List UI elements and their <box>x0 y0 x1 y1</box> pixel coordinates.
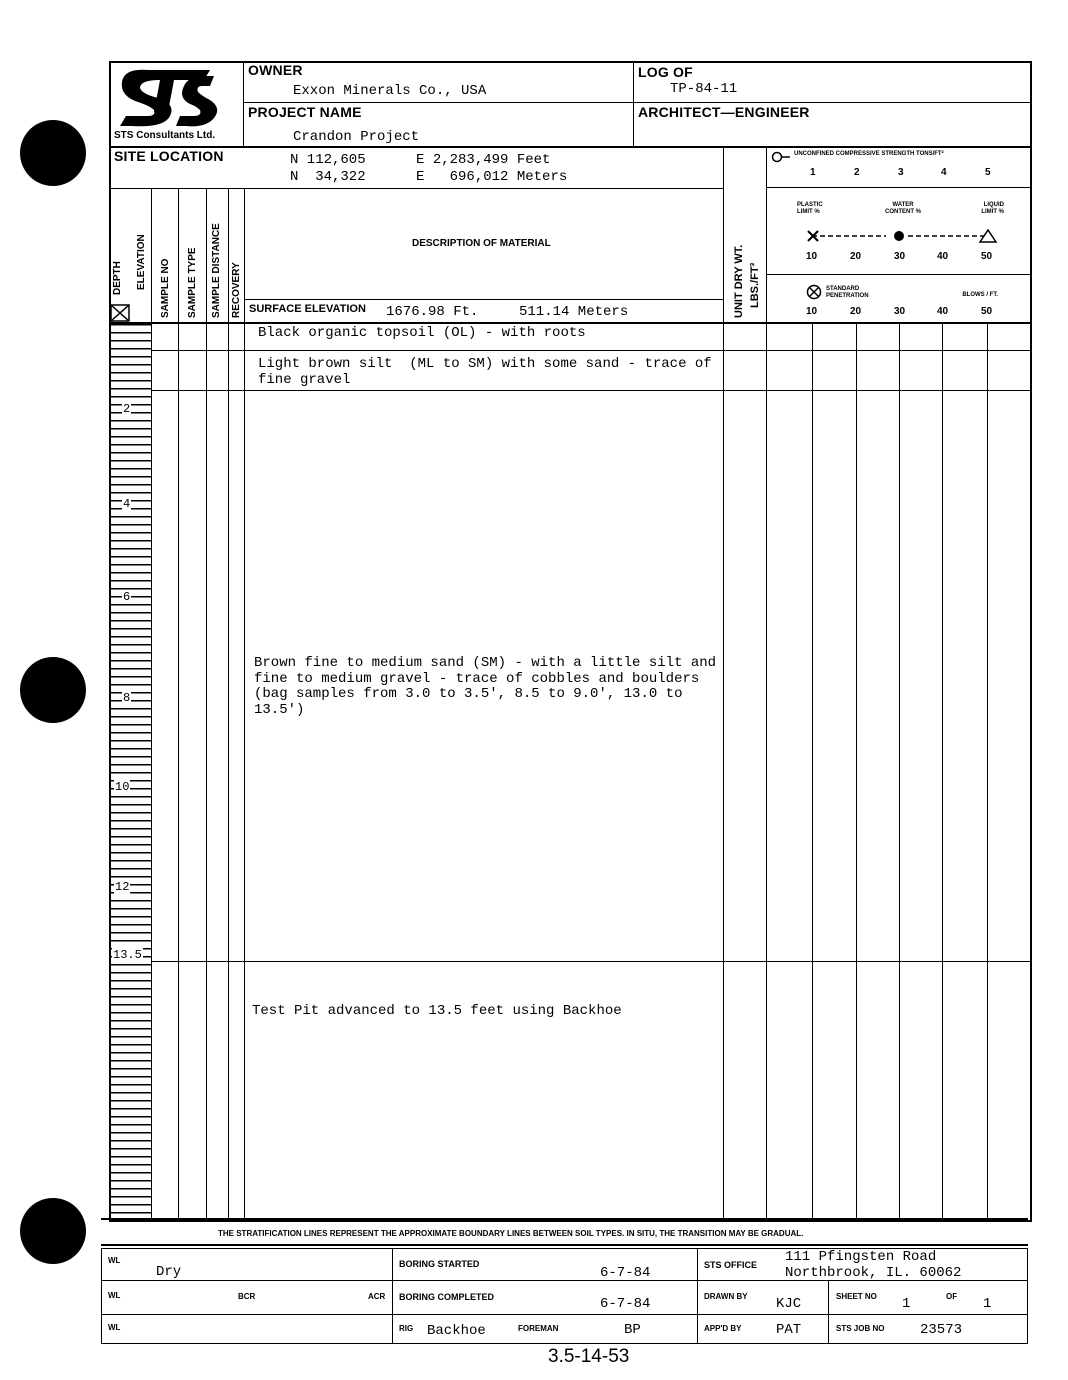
owner-label: OWNER <box>248 62 303 78</box>
liquid-limit-label: LIQUID LIMIT % <box>981 202 1004 215</box>
spt-tick: 50 <box>981 306 993 317</box>
spt-symbol <box>806 284 822 300</box>
ucs-tick: 4 <box>941 167 947 178</box>
drawn-by-value: KJC <box>776 1296 802 1312</box>
sample-type-column-header: SAMPLE TYPE <box>187 247 198 318</box>
layer-description: Brown fine to medium sand (SM) - with a little silt and fine to medium gravel - trace of cobbles and boulders (bag samples from 3.0 to 3.5', 8.5 to 9.0', 13.0 to 13.5') <box>254 655 717 718</box>
layer-description: Test Pit advanced to 13.5 feet using Backhoe <box>252 1003 622 1019</box>
foreman-label: FOREMAN <box>518 1324 559 1333</box>
sheet-no-label: SHEET NO <box>836 1292 877 1301</box>
ucs-tick: 1 <box>810 167 816 178</box>
ucs-symbol <box>771 150 791 162</box>
elevation-column-header: ELEVATION <box>136 234 147 290</box>
depth-mark: 2 <box>123 402 131 416</box>
surface-elevation-feet: 1676.98 Ft. <box>386 304 479 320</box>
wc-tick: 10 <box>806 251 818 262</box>
acr-label: ACR <box>368 1292 386 1301</box>
plastic-limit-label: PLASTIC LIMIT % <box>797 202 823 215</box>
ucs-tick: 3 <box>898 167 904 178</box>
wl-label: WL <box>108 1256 121 1265</box>
punch-hole-bottom <box>20 1198 86 1264</box>
atterberg-legend-line <box>806 228 998 246</box>
sts-job-no-value: 23573 <box>920 1322 963 1338</box>
of-value: 1 <box>983 1296 992 1312</box>
wc-tick: 20 <box>850 251 862 262</box>
wc-tick: 40 <box>937 251 949 262</box>
spt-tick: 20 <box>850 306 862 317</box>
bcr-label: BCR <box>238 1292 256 1301</box>
sts-office-label: STS OFFICE <box>704 1260 758 1270</box>
depth-mark: 13.5 <box>113 948 142 962</box>
depth-mark: 12 <box>115 880 130 894</box>
sheet-no-value: 1 <box>902 1296 911 1312</box>
stratification-note: THE STRATIFICATION LINES REPRESENT THE APPROXIMATE BOUNDARY LINES BETWEEN SOIL TYPES. IN SITU, THE TRANSITION MAY BE GRADUAL. <box>218 1229 804 1238</box>
blows-per-ft-label: BLOWS / FT. <box>962 292 998 298</box>
depth-mark: 10 <box>115 780 130 794</box>
site-coords-meters: N 34,322 E 696,012 Meters <box>290 169 568 185</box>
spt-tick: 30 <box>894 306 906 317</box>
owner-value: Exxon Minerals Co., USA <box>293 83 487 99</box>
wl-label: WL <box>108 1291 121 1300</box>
of-label: OF <box>946 1292 958 1301</box>
boring-started-label: BORING STARTED <box>399 1259 480 1269</box>
spt-label: STANDARD PENETRATION <box>826 286 869 299</box>
rig-value: Backhoe <box>427 1323 486 1339</box>
depth-column-header: DEPTH <box>112 261 123 295</box>
architect-engineer-label: ARCHITECT—ENGINEER <box>638 104 810 120</box>
sts-office-address-2: Northbrook, IL. 60062 <box>785 1265 962 1281</box>
surface-elevation-meters: 511.14 Meters <box>519 304 629 320</box>
description-header: DESCRIPTION OF MATERIAL <box>412 238 551 249</box>
foreman-value: BP <box>624 1322 641 1338</box>
wc-tick: 30 <box>894 251 906 262</box>
sts-logo <box>114 64 240 134</box>
surface-elevation-label: SURFACE ELEVATION <box>249 303 366 315</box>
boring-completed-label: BORING COMPLETED <box>399 1292 495 1302</box>
wl-value: Dry <box>156 1264 182 1280</box>
sample-no-column-header: SAMPLE NO <box>160 258 171 318</box>
sts-office-address-1: 111 Pfingsten Road <box>785 1249 937 1265</box>
depth-scale <box>111 324 151 1218</box>
layer-description: Light brown silt (ML to SM) with some sand - trace of fine gravel <box>258 356 712 388</box>
ucs-tick: 5 <box>985 167 991 178</box>
site-coords-feet: N 112,605 E 2,283,499 Feet <box>290 152 551 168</box>
project-name-value: Crandon Project <box>293 129 420 145</box>
spt-tick: 10 <box>806 306 818 317</box>
sample-distance-column-header: SAMPLE DISTANCE <box>211 223 222 318</box>
unit-dry-wt-units: LBS./FT³ <box>749 262 761 308</box>
ucs-label: UNCONFINED COMPRESSIVE STRENGTH TONS/FT² <box>794 151 944 157</box>
wl-label: WL <box>108 1323 121 1332</box>
depth-origin-marker <box>110 304 130 322</box>
boring-completed-value: 6-7-84 <box>600 1296 651 1312</box>
depth-mark: 6 <box>123 590 131 604</box>
ucs-tick: 2 <box>854 167 860 178</box>
layer-description: Black organic topsoil (OL) - with roots <box>258 325 586 341</box>
site-location-label: SITE LOCATION <box>114 148 224 164</box>
appd-by-value: PAT <box>776 1322 802 1338</box>
spt-tick: 40 <box>937 306 949 317</box>
depth-mark: 4 <box>123 497 131 511</box>
punch-hole-middle <box>20 657 86 723</box>
page-number: 3.5-14-53 <box>548 1346 630 1367</box>
depth-mark: 8 <box>123 691 131 705</box>
company-name: STS Consultants Ltd. <box>114 130 216 141</box>
log-of-label: LOG OF <box>638 64 693 80</box>
recovery-column-header: RECOVERY <box>231 262 242 318</box>
sts-job-no-label: STS JOB NO <box>836 1324 885 1333</box>
appd-by-label: APP'D BY <box>704 1324 742 1333</box>
drawn-by-label: DRAWN BY <box>704 1292 748 1301</box>
rig-label: RIG <box>399 1324 414 1333</box>
unit-dry-wt-header: UNIT DRY WT. <box>733 244 745 318</box>
wc-tick: 50 <box>981 251 993 262</box>
punch-hole-top <box>20 120 86 186</box>
project-name-label: PROJECT NAME <box>248 104 362 120</box>
boring-started-value: 6-7-84 <box>600 1265 651 1281</box>
log-of-value: TP-84-11 <box>670 81 738 97</box>
water-content-label: WATER CONTENT % <box>885 202 921 215</box>
